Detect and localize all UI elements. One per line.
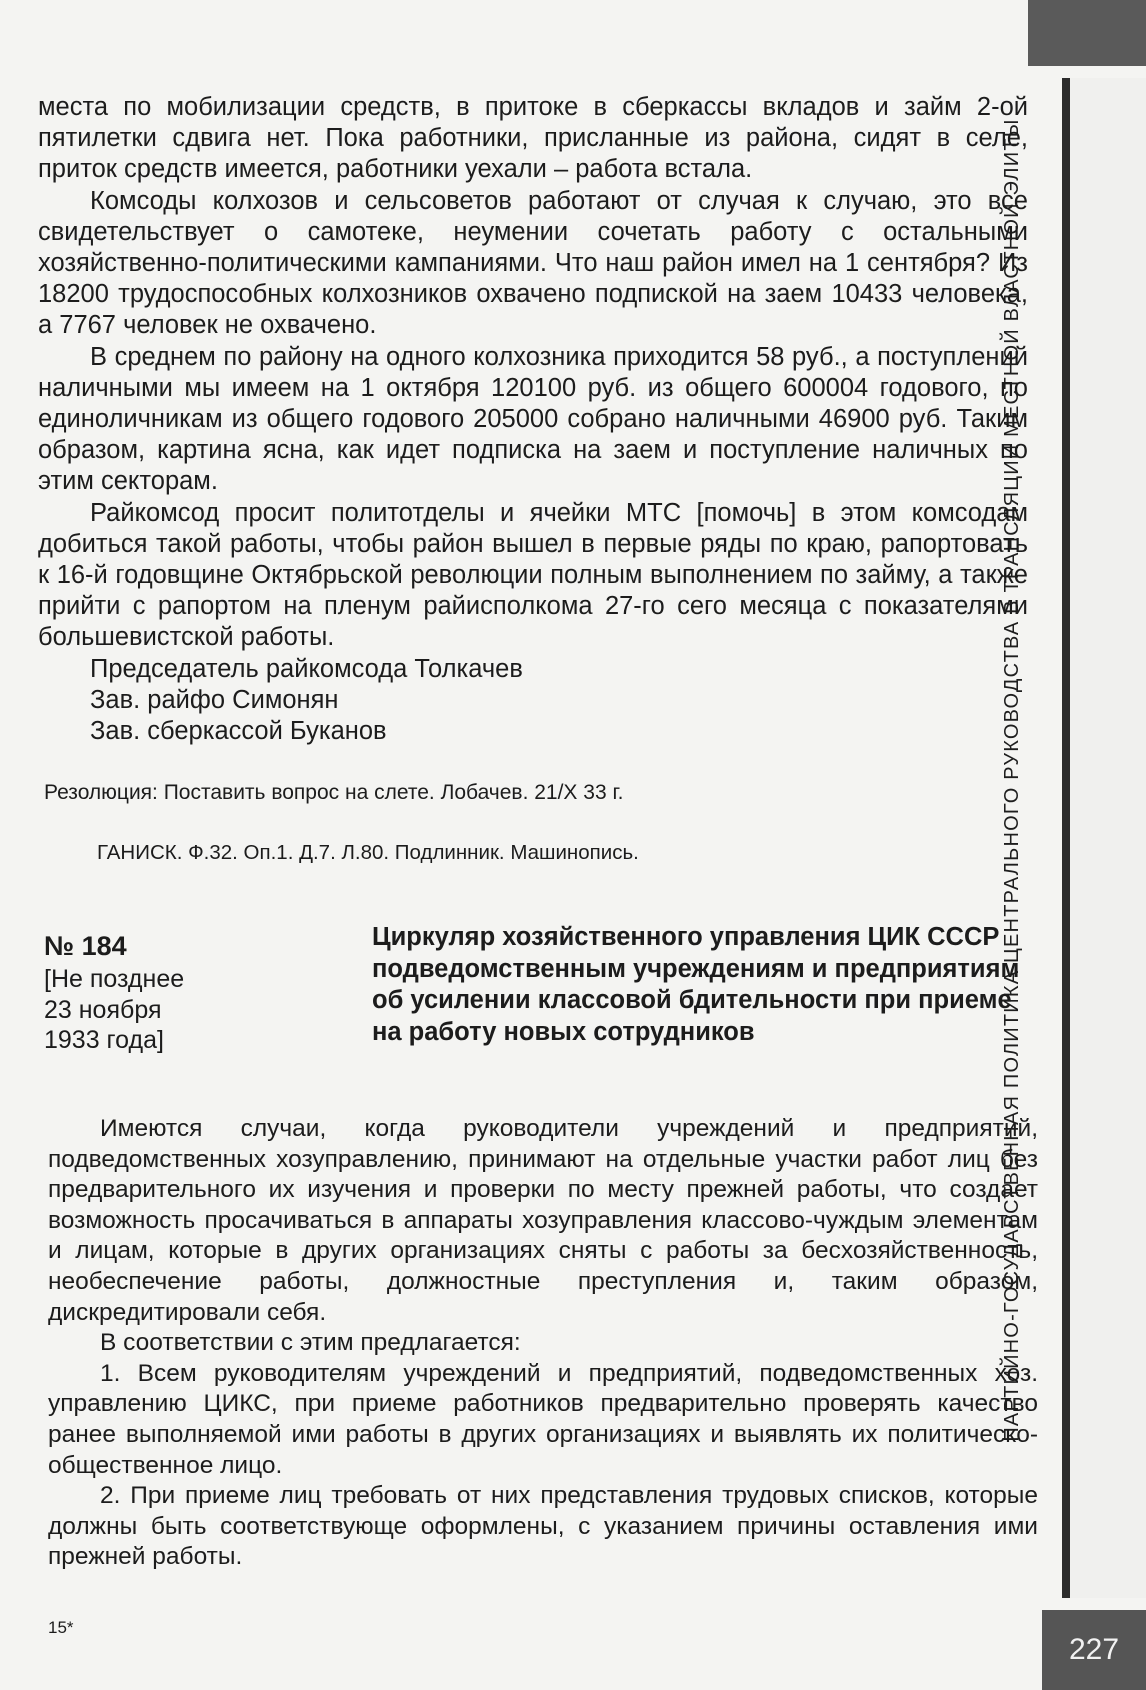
- paragraph: Райкомсод просит политотделы и ячейки МТС [помочь] в этом комсодам добиться такой работы, чтобы район вышел в первые ряды по краю, рапортовать к 16-й годовщине Октябрьской революции полным выполнением по займу, а также прийти с рапортом на пленум райисполкома 27-го сего месяца с показателями большевистской работы.: [38, 498, 1028, 652]
- document-number: № 184: [44, 931, 127, 961]
- paragraph: места по мобилизации средств, в притоке в сберкассы вкладов и займ 2-ой пятилетки сдвига нет. Пока работники, присланные из района, сидят в селе, приток средств имеется, работники уехали – работа встала.: [38, 93, 1028, 184]
- archive-reference: ГАНИСК. Ф.32. Оп.1. Д.7. Л.80. Подлинник. Машинопись.: [97, 841, 639, 864]
- corner-tab-top: [1028, 0, 1146, 66]
- signature-mark: 15*: [48, 1618, 74, 1637]
- date-line: [Не позднее: [44, 965, 185, 993]
- paragraph: Имеются случаи, когда руководители учреждений и предприятий, подведомственных хозуправлению, принимают на отдельные участки работ лиц без предварительного их изучения и проверки по месту прежней работы, что создает возможность просачиваться в аппараты хозуправления классово-чуждым элементам и лицам, которые в других организациях сняты с работы за бесхозяйственность, необеспечение работы, должностные преступления и, таким образом, дискредитировали себя.: [48, 1115, 1038, 1326]
- paragraph: В соответствии с этим предлагается:: [100, 1329, 521, 1357]
- page-number: 227: [1042, 1610, 1146, 1690]
- previous-document-body: [38, 92, 1028, 747]
- document-date: [44, 964, 304, 1056]
- resolution-note: Резолюция: Поставить вопрос на слете. Лобачев. 21/X 33 г.: [44, 781, 624, 804]
- side-rail: [1070, 78, 1146, 1598]
- side-rule: [1062, 78, 1070, 1598]
- date-line: 1933 года]: [44, 1026, 164, 1054]
- document-body: [48, 1114, 1038, 1573]
- paragraph: 1. Всем руководителям учреждений и предприятий, подведомственных хоз. управлению ЦИКС, при приеме работников предварительно проверять качество ранее выполняемой ими работы в других организациях и выявлять их политическо-общественное лицо.: [48, 1359, 1038, 1479]
- paragraph: Комсоды колхозов и сельсоветов работают от случая к случаю, это все свидетельствует о самотеке, неумении сочетать работу с остальными хозяйственно-политическими кампаниями. Что наш район имел на 1 сентября? Из 18200 трудоспособных колхозников охвачено подпиской на заем 10433 человека, а 7767 человек не охвачено.: [38, 186, 1028, 340]
- paragraph: 2. При приеме лиц требовать от них представления трудовых списков, которые должны быть соответствующе оформлены, с указанием причины оставления ими прежней работы.: [48, 1482, 1038, 1571]
- document-title: Циркуляр хозяйственного управления ЦИК СССР подведомственным учреждениям и предприятиям об усилении классовой бдительности при приеме на работу новых сотрудников: [372, 923, 1020, 1046]
- running-header: ПАРТИЙНО-ГОСУДАРСТВЕННАЯ ПОЛИТИКА ЦЕНТРАЛЬНОГО РУКОВОДСТВА В ТРАНСЛЯЦИИ МЕСТНОЙ ВЛАСТНОЙ ЭЛИТЫ: [1001, 118, 1023, 1442]
- date-line: 23 ноября: [44, 995, 162, 1024]
- paragraph: В среднем по району на одного колхозника приходится 58 руб., а поступлений наличными мы имеем на 1 октября 120100 руб. из общего 600004 годового, по единоличникам из общего годового 205000 собрано наличными 46900 руб. Таким образом, картина ясна, как идет подписка на заем и поступление наличных по этим секторам.: [38, 342, 1028, 496]
- signature-line: Председатель райкомсода Толкачев: [90, 654, 523, 683]
- signature-line: Зав. райфо Симонян: [90, 685, 339, 714]
- signature-line: Зав. сберкассой Буканов: [90, 717, 387, 746]
